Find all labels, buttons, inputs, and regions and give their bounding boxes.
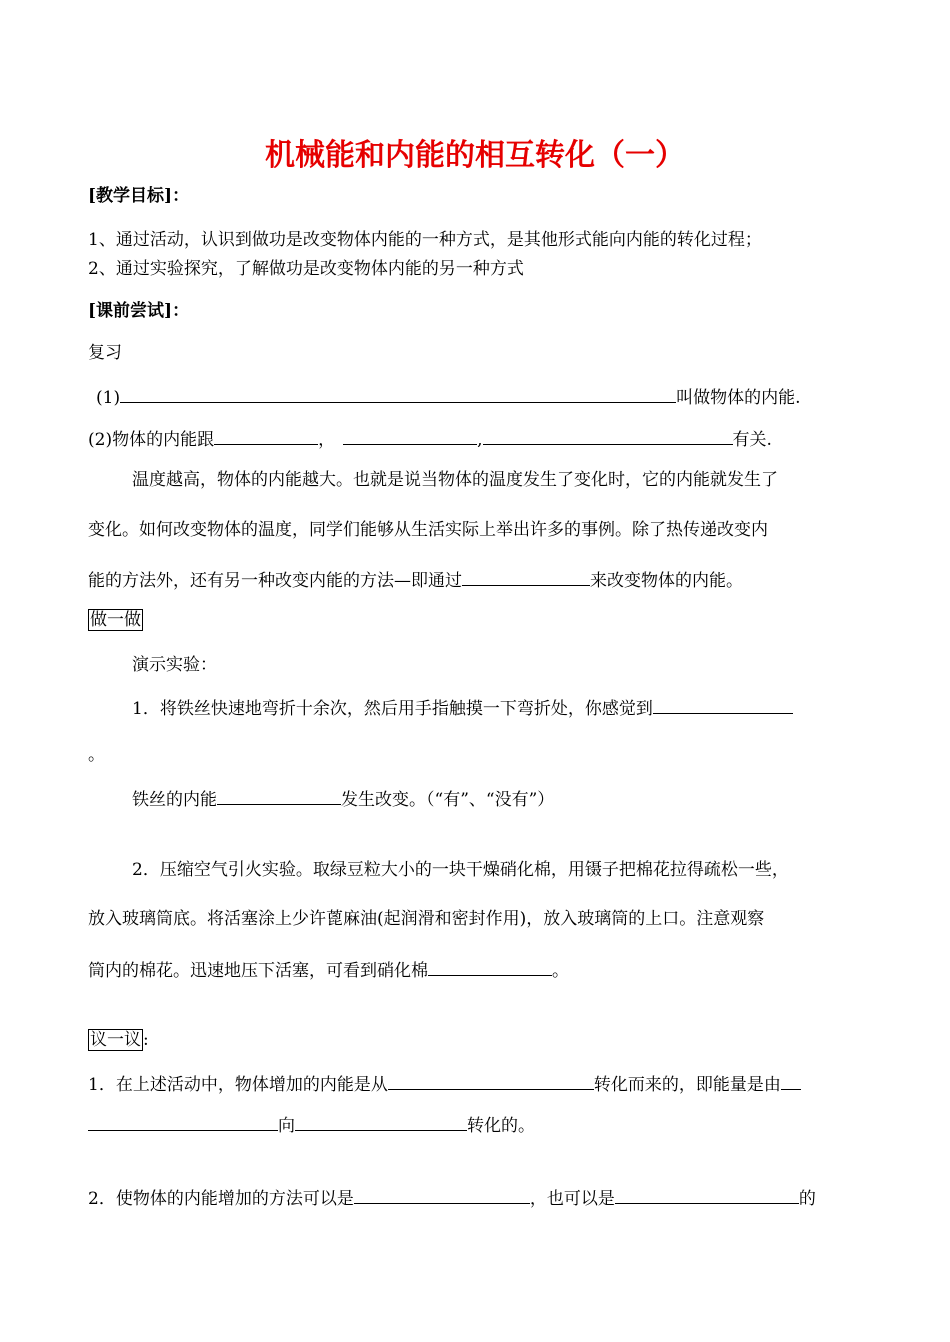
- q1-prefix: (1): [96, 388, 121, 408]
- pre-heading: [课前尝试]：: [88, 301, 190, 321]
- demo-label: 演示实验：: [132, 655, 217, 675]
- pre-para-line-3: [88, 567, 743, 593]
- q2-blank-3[interactable]: [483, 426, 733, 445]
- pre-para-line-3-text: 能的方法外，还有另一种改变内能的方法—即通过: [88, 571, 462, 591]
- discuss-question-1: [88, 1071, 801, 1097]
- pre-para-line-1: 温度越高，物体的内能越大。也就是说当物体的温度发生了变化时，它的内能就发生了: [132, 470, 778, 490]
- discuss-section-label: [88, 1028, 149, 1052]
- dq2-suffix: 的: [798, 1189, 816, 1209]
- exp1-end: 。: [88, 745, 105, 765]
- dq1-mid: 转化而来的，即能量是由: [593, 1075, 781, 1095]
- dq1-blank-2a[interactable]: [781, 1071, 801, 1090]
- q2-blank-2[interactable]: [343, 426, 477, 445]
- exp2-line-2: 放入玻璃筒底。将活塞涂上少许蓖麻油(起润滑和密封作用)，放入玻璃筒的上口。注意观察: [88, 909, 765, 929]
- exp2-line-1: 2．压缩空气引火实验。取绿豆粒大小的一块干燥硝化棉，用镊子把棉花拉得疏松一些，: [132, 860, 789, 880]
- exp1b-suffix: 发生改变。（“有”、“没有”）: [341, 790, 555, 810]
- goal-item-2: 2、通过实验探究，了解做功是改变物体内能的另一种方式: [88, 259, 524, 279]
- discuss-question-2: [88, 1185, 816, 1211]
- exp2-line-3-text: 筒内的棉花。迅速地压下活塞，可看到硝化棉: [88, 961, 428, 981]
- question-1: [96, 384, 801, 410]
- exp2-end: 。: [552, 961, 569, 981]
- dq1-blank-2b[interactable]: [88, 1112, 278, 1131]
- exp1b-prefix: 铁丝的内能: [132, 790, 217, 810]
- question-2: [88, 426, 772, 452]
- q2-suffix: 有关.: [732, 430, 772, 450]
- goals-heading: [教学目标]：: [88, 186, 190, 206]
- pre-para-line-2: 变化。如何改变物体的温度，同学们能够从生活实际上举出许多的事例。除了热传递改变内: [88, 520, 768, 540]
- q2-sep-1: ，: [318, 430, 336, 450]
- q1-blank[interactable]: [120, 384, 676, 403]
- experiment-1b: [132, 786, 554, 812]
- dq1-prefix: 1．在上述活动中，物体增加的内能是从: [88, 1075, 388, 1095]
- dq2-mid: ，也可以是: [529, 1189, 615, 1209]
- page-title: 机械能和内能的相互转化（一）: [265, 138, 685, 173]
- exp1-text: 1．将铁丝快速地弯折十余次，然后用手指触摸一下弯折处，你感觉到: [132, 699, 653, 719]
- exp2-line-3: [88, 957, 569, 983]
- dq1-blank-3[interactable]: [295, 1112, 467, 1131]
- q1-suffix: 叫做物体的内能.: [676, 388, 801, 408]
- dq1-mid2: 向: [278, 1116, 295, 1136]
- do-label: 做一做: [90, 610, 141, 630]
- dq2-blank-1[interactable]: [354, 1185, 530, 1204]
- exp1b-blank[interactable]: [217, 786, 341, 805]
- dq1-suffix: 转化的。: [467, 1116, 535, 1136]
- goal-item-1: 1、通过活动，认识到做功是改变物体内能的一种方式，是其他形式能向内能的转化过程；: [88, 230, 762, 250]
- discuss-question-1-cont: [88, 1112, 535, 1138]
- pre-para-suffix: 来改变物体的内能。: [590, 571, 743, 591]
- dq2-blank-2[interactable]: [615, 1185, 799, 1204]
- dq2-prefix: 2．使物体的内能增加的方法可以是: [88, 1189, 354, 1209]
- exp1-blank[interactable]: [653, 695, 793, 714]
- do-section-label: [88, 608, 143, 632]
- exp2-blank[interactable]: [428, 957, 552, 976]
- dq1-blank-1[interactable]: [388, 1071, 594, 1090]
- q2-sep-2: ,: [477, 430, 483, 450]
- discuss-colon: :: [143, 1030, 149, 1050]
- experiment-1: [132, 695, 793, 721]
- pre-para-blank[interactable]: [462, 567, 590, 586]
- q2-prefix: (2)物体的内能跟: [88, 430, 215, 450]
- discuss-label: 议一议: [90, 1030, 141, 1050]
- review-label: 复习: [88, 343, 122, 363]
- q2-blank-1[interactable]: [214, 426, 318, 445]
